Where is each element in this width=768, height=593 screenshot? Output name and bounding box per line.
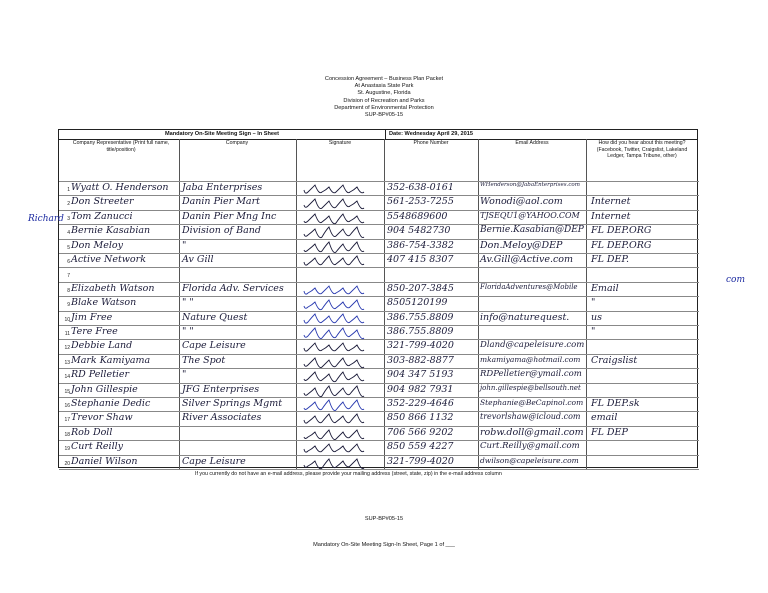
signature-scribble [302,326,382,340]
signature-scribble [302,196,382,210]
header-line: Concession Agreement – Business Plan Packet [324,76,444,82]
company-name: " " [182,326,194,337]
representative-name: Elizabeth Watson [71,282,155,294]
representative-name: Trevor Shaw [71,412,133,424]
signature-scribble [302,384,382,398]
representative-name: Wyatt O. Henderson [71,182,169,193]
phone-number: 904 347 5193 [387,369,454,381]
company-name: The Spot [182,354,226,366]
signature-scribble [302,297,382,311]
company-name: " [182,239,187,251]
company-name: " " [182,297,194,309]
row-number: 2 [67,201,70,208]
signature-scribble [302,211,382,225]
col-header-signature: Signature [328,140,352,146]
phone-number: 386.755.8809 [387,326,454,337]
email-address: Stephanie@BeCapinol.com [480,398,584,407]
footer-page: Mandatory On-Site Meeting Sign-In Sheet, Page 1 of ___ [313,542,455,548]
representative-name: Mark Kamiyama [71,354,151,366]
sheet-title: Mandatory On-Site Meeting Sign – In Sheet [164,131,280,137]
representative-name: Jim Free [71,311,113,323]
email-address: Av.Gill@Active.com [480,254,574,265]
company-name: Cape Leisure [182,340,246,352]
row-number: 5 [67,244,70,251]
signature-scribble [302,398,382,412]
header-line: Division of Recreation and Parks [343,97,425,104]
phone-number: 850 866 1132 [387,412,454,424]
representative-name: Daniel Wilson [71,455,138,467]
signature-scribble [302,340,382,354]
margin-note-right: com [726,275,745,285]
signature-scribble [302,283,382,297]
email-address: john.gillespie@bellsouth.net [480,383,581,392]
representative-name: John Gillespie [71,383,138,395]
row-number: 16 [64,403,70,409]
footer-code: SUP-BP#05-15 [364,516,404,522]
phone-number: 386-754-3382 [387,239,454,251]
col-header-email: Email Address [515,140,549,146]
row-number: 15 [64,388,70,395]
email-address: trevorlshaw@icloud.com [480,412,581,422]
company-name: Nature Quest [182,311,248,323]
header-line: St. Augustine, Florida [357,90,411,97]
signature-scribble [302,412,382,426]
header-line: Department of Environmental Protection [334,104,434,111]
document-header [0,76,768,119]
row-number: 3 [67,215,70,222]
col-header-how-heard: How did you hear about this meeting? (Facebook, Twitter, Craigslist, Lakeland Ledger, Tampa Tribune, other) [596,140,688,160]
email-address: dwilson@capeleisure.com [480,455,579,465]
sheet-date: Date: Wednesday April 29, 2015 [389,131,473,137]
email-address: info@naturequest. [480,311,570,323]
how-heard: email [591,412,618,424]
row-number: 18 [64,431,70,438]
how-heard: FL DEP.ORG [591,239,652,251]
row-number: 12 [64,345,70,352]
row-number: 1 [67,187,70,193]
sign-in-sheet-table [58,129,698,468]
phone-number: 321-799-4020 [387,340,454,352]
phone-number: 352-229-4646 [387,398,454,409]
company-name: Danin Pier Mart [182,196,260,208]
representative-name: Don Meloy [71,239,123,251]
row-number: 6 [67,259,70,265]
signature-scribble [302,182,382,196]
representative-name: Stephanie Dedic [71,398,151,409]
email-address: robw.doll@gmail.com [480,426,584,438]
how-heard: FL DEP.ORG [591,225,652,237]
company-name: Silver Springs Mgmt [182,398,283,409]
phone-number: 303-882-8877 [387,354,454,366]
company-name: Danin Pier Mng Inc [182,210,277,222]
email-address: Wonodi@aol.com [480,196,563,208]
row-number: 8 [67,287,70,294]
how-heard: " [591,326,596,337]
representative-name: Tom Zanucci [71,210,133,222]
representative-name: Bernie Kasabian [71,225,151,237]
row-number: 4 [67,230,70,237]
email-address: FloridaAdventures@Mobile [480,282,578,291]
how-heard: FL DEP [591,426,628,438]
signature-scribble [302,441,382,455]
signature-scribble [302,254,382,268]
how-heard: " [591,297,596,309]
representative-name: Curt Reilly [71,441,124,453]
row-number: 11 [64,331,70,337]
how-heard: Internet [591,210,631,222]
margin-note-left: Richard [28,214,64,224]
row-number: 20 [64,460,70,467]
row-number: 19 [64,446,70,453]
representative-name: Tere Free [71,326,118,337]
row-number: 7 [67,273,70,280]
phone-number: 706 566 9202 [387,426,454,438]
row-number: 14 [64,374,70,381]
header-line: At Anastasia State Park [354,83,414,90]
how-heard: us [591,311,602,323]
company-name: Jaba Enterprises [182,182,263,193]
how-heard: FL DEP. [591,254,629,265]
email-instruction-note: If you currently do not have an e-mail address, please provide your mailing address (street, state, zip) in the e-mail address column [195,471,502,477]
email-address: Curt.Reilly@gmail.com [480,441,580,452]
phone-number: 407 415 8307 [387,254,454,265]
email-address: mkamiyama@hotmail.com [480,354,581,364]
row-number: 13 [64,359,70,366]
signature-scribble [302,369,382,383]
phone-number: 5548689600 [387,210,448,222]
phone-number: 321-799-4020 [387,455,454,467]
email-address: TJSEQU1@YAHOO.COM [480,210,580,220]
how-heard: Craigslist [591,354,638,366]
phone-number: 904 982 7931 [387,383,454,395]
how-heard: FL DEP.sk [591,398,640,409]
representative-name: Rob Doll [71,426,113,438]
representative-name: RD Pelletier [71,369,130,381]
col-header-company: Company [225,140,249,146]
col-header-phone: Phone Number [413,140,449,146]
row-number: 10 [64,316,70,323]
col-header-representative: Company Representative (Print full name, title/position) [72,140,170,153]
company-name: JFG Enterprises [182,383,260,395]
header-line: SUP-BP#05-15 [364,112,404,119]
email-address: Don.Meloy@DEP [480,239,563,251]
signature-scribble [302,225,382,239]
phone-number: 850-207-3845 [387,282,454,294]
email-address: Dland@capeleisure.com [480,340,585,351]
how-heard: Internet [591,196,631,208]
representative-name: Debbie Land [71,340,133,352]
signature-scribble [302,312,382,326]
company-name: Av Gill [182,254,214,265]
company-name: River Associates [182,412,262,424]
phone-number: 352-638-0161 [387,182,454,193]
phone-number: 561-253-7255 [387,196,454,208]
signature-scribble [302,427,382,441]
company-name: " [182,369,187,381]
representative-name: Don Streeter [71,196,134,208]
sheet-title-row [59,130,697,140]
company-name: Florida Adv. Services [182,282,284,294]
signature-scribble [302,355,382,369]
representative-name: Blake Watson [71,297,137,309]
row-number: 17 [64,417,70,424]
phone-number: 904 5482730 [387,225,451,237]
phone-number: 850 559 4227 [387,441,454,453]
email-address: Bernie.Kasabian@DEP [480,225,584,236]
phone-number: 8505120199 [387,297,448,309]
signature-scribble [302,240,382,254]
company-name: Division of Band [182,225,261,237]
representative-name: Active Network [71,254,146,265]
company-name: Cape Leisure [182,455,246,467]
phone-number: 386.755.8809 [387,311,454,323]
email-address: RDPelletier@ymail.com [480,369,582,380]
row-number: 9 [67,302,70,309]
signature-scribble [302,456,382,470]
how-heard: Email [591,282,619,294]
email-address: WHenderson@JabaEnterprises.com [480,182,580,188]
